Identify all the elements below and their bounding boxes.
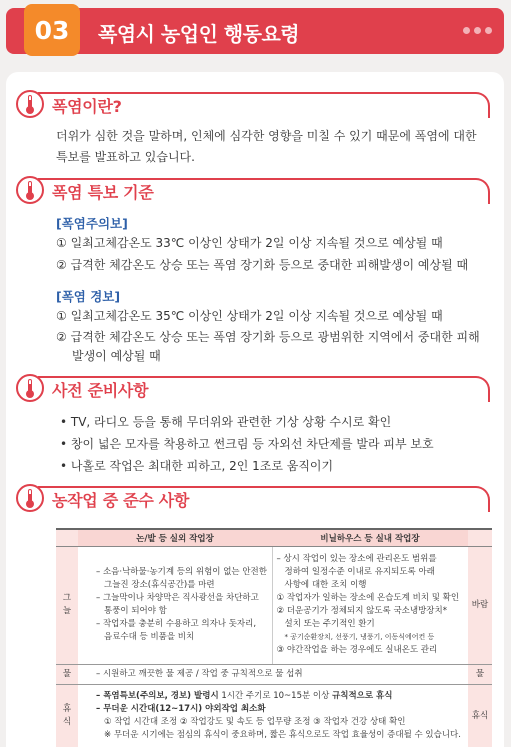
thermometer-icon bbox=[16, 90, 44, 118]
more-dots-icon bbox=[463, 27, 492, 34]
header-outdoor: 논/밭 등 실외 작업장 bbox=[78, 529, 272, 546]
section-heading-rules bbox=[16, 486, 494, 514]
warning-label: [폭염 경보] bbox=[56, 289, 121, 304]
rest-cell: – 폭염특보(주의보, 경보) 발령시 1시간 주기로 10~15분 이상 규칙적으로 휴식 – 무더운 시간대(12~17시) 야외작업 최소화 ① 작업 시간대 조정 ② 작업강도 및 속도 등 업무량 조정 ③ 작업자 건강 상태 확인 ※ 무더운 시기에는 점심의 휴식이 중요하며, 짧은 휴식으로도 작업 효율성이 증대될 수 있습니다. bbox=[78, 684, 468, 747]
prep-bullet: • 나홀로 작업은 최대한 피하고, 2인 1조로 움직이기 bbox=[60, 459, 334, 473]
row-label-water: 물 bbox=[56, 664, 78, 684]
header-bar bbox=[6, 8, 504, 54]
section-heading-criteria bbox=[16, 178, 494, 206]
row-label-wind: 바람 bbox=[468, 546, 492, 664]
section-number-badge: 03 bbox=[24, 4, 80, 56]
header-indoor: 비닐하우스 등 실내 작업장 bbox=[272, 529, 468, 546]
row-label-shade: 그늘 bbox=[56, 546, 78, 664]
section-title: 사전 준비사항 bbox=[52, 378, 154, 401]
page-title: 폭염시 농업인 행동요령 bbox=[98, 22, 300, 46]
watch-item: ① 일최고체감온도 33℃ 이상인 상태가 2일 이상 지속될 것으로 예상될 때 bbox=[56, 236, 443, 250]
warning-item: ② 급격한 체감온도 상승 또는 폭염 장기화 등으로 광범위한 지역에서 중대한 피해 bbox=[56, 330, 480, 344]
water-cell: – 시원하고 깨끗한 물 제공 / 작업 중 규칙적으로 물 섭취 bbox=[78, 664, 468, 684]
row-label-rest: 휴식 bbox=[56, 684, 78, 747]
section-title: 폭염 특보 기준 bbox=[52, 180, 159, 203]
section-title: 폭염이란? bbox=[52, 94, 128, 117]
heatwave-description: 더위가 심한 것을 말하며, 인체에 심각한 영향을 미칠 수 있기 때문에 폭염에 대한 특보를 발표하고 있습니다. bbox=[56, 129, 477, 164]
prep-bullet: • TV, 라디오 등을 통해 무더위와 관련한 기상 상황 수시로 확인 bbox=[60, 415, 392, 429]
prep-bullet: • 창이 넓은 모자를 착용하고 썬크림 등 자외선 차단제를 발라 피부 보호 bbox=[60, 437, 434, 451]
row-label-rest-right: 휴식 bbox=[468, 684, 492, 747]
section-title: 농작업 중 준수 사항 bbox=[52, 488, 195, 511]
thermometer-icon bbox=[16, 484, 44, 512]
warning-item-cont: 발생이 예상될 때 bbox=[72, 349, 161, 363]
section-heading-heatwave bbox=[16, 92, 494, 120]
shade-indoor-cell: – 상시 작업이 있는 장소에 관리온도 범위를 정하여 일정수준 이내로 유지되도록 아래 사항에 대한 조치 이행 ① 작업자가 일하는 장소에 온습도계 비치 및 확인 ② 더운공기가 정체되지 않도록 국소냉방장치* 설치 또는 주기적인 환기 * 공기순환장치, 선풍기, 냉풍기, 이동식에어컨 등 ③ 야간작업을 하는 경우에도 실내온도 관리 bbox=[272, 546, 468, 664]
rules-table bbox=[56, 528, 492, 747]
warning-item: ① 일최고체감온도 35℃ 이상인 상태가 2일 이상 지속될 것으로 예상될 때 bbox=[56, 309, 443, 323]
thermometer-icon bbox=[16, 176, 44, 204]
shade-outdoor-cell: – 소음·낙하물·농기계 등의 위험이 없는 안전한 그늘진 장소(휴식공간)를 마련 – 그늘막이나 차양막은 직사광선을 차단하고 통풍이 되어야 함 – 작업자를 충분히 수용하고 의자나 돗자리, 음료수대 등 비품을 비치 bbox=[78, 546, 272, 664]
section-heading-prep bbox=[16, 376, 494, 404]
watch-item: ② 급격한 체감온도 상승 또는 폭염 장기화 등으로 중대한 피해발생이 예상될 때 bbox=[56, 258, 469, 272]
thermometer-icon bbox=[16, 374, 44, 402]
watch-label: [폭염주의보] bbox=[56, 216, 128, 231]
row-label-water-right: 물 bbox=[468, 664, 492, 684]
